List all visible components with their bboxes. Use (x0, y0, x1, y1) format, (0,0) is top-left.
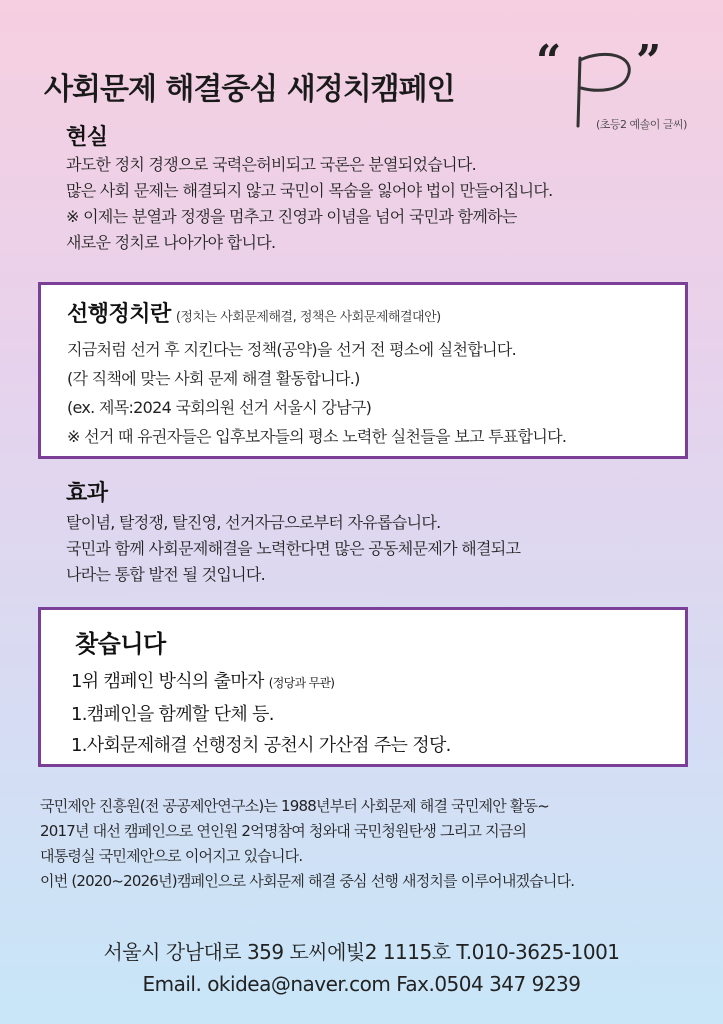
reality-line: 많은 사회 문제는 해결되지 않고 국민이 목숨을 잃어야 법이 만들어집니다. (66, 181, 553, 200)
reality-line: 새로운 정치로 나아가야 합니다. (66, 233, 276, 252)
footer-line: 대통령실 국민제안으로 이어지고 있습니다. (40, 847, 303, 865)
reality-heading: 현실 (66, 125, 108, 150)
reality-line: 과도한 정치 경쟁으로 국력은허비되고 국론은 분열되었습니다. (66, 155, 476, 174)
effect-heading: 효과 (66, 481, 108, 506)
preemptive-heading: 선행정치란 (67, 302, 171, 327)
contact-email-fax: Email. okidea@naver.com Fax.0504 347 9239 (142, 972, 581, 996)
seeking-item-note: (정당과 무관) (268, 676, 335, 690)
effect-body (66, 510, 520, 588)
seeking-item (71, 666, 451, 699)
contact-address: 서울시 강남대로 359 도씨에빛2 1115호 T.010-3625-1001 (103, 940, 620, 964)
reality-body (66, 152, 553, 256)
preemptive-line: (ex. 제목:2024 국회의원 선거 서울시 강남구) (67, 398, 372, 417)
effect-line: 국민과 함께 사회문제해결을 노력한다면 많은 공동체문제가 해결되고 (66, 539, 521, 558)
footer-line: 2017년 대선 캠페인으로 연인원 2억명참여 청와대 국민청원탄생 그리고 지금의 (40, 822, 527, 840)
footer-line: 국민제안 진흥원(전 공공제안연구소)는 1988년부터 사회문제 해결 국민제안 활동~ (40, 797, 550, 815)
preemptive-line: (각 직책에 맞는 사회 문제 해결 활동합니다.) (67, 369, 360, 388)
reality-line: ※ 이제는 분열과 정쟁을 멈추고 진영과 이념을 넘어 국민과 함께하는 (66, 207, 517, 226)
page-title: 사회문제 해결중심 새정치캠페인 (44, 72, 455, 107)
logo-caption: (초등2 예솔이 글씨) (596, 118, 687, 131)
effect-line: 탈이념, 탈정쟁, 탈진영, 선거자금으로부터 자유롭습니다. (66, 513, 441, 532)
seeking-heading: 찾습니다 (75, 630, 166, 658)
effect-line: 나라는 통합 발전 될 것입니다. (66, 565, 266, 584)
svg-text:“: “ (536, 38, 562, 87)
preemptive-politics-box (38, 282, 688, 459)
seeking-item-text: 1위 캠페인 방식의 출마자 (71, 671, 264, 692)
seeking-box (38, 607, 688, 767)
seeking-item: 1.캠페인을 함께할 단체 등. (71, 704, 274, 725)
preemptive-line: ※ 선거 때 유권자들은 입후보자들의 평소 노력한 실천들을 보고 투표합니다. (67, 427, 567, 446)
footer-line: 이번 (2020~2026년)캠페인으로 사회문제 해결 중심 선행 새정치를 이루어내겠습니다. (40, 872, 575, 890)
preemptive-subheading: (정치는 사회문제해결, 정책은 사회문제해결대안) (175, 310, 441, 325)
seeking-item: 1.사회문제해결 선행정치 공천시 가산점 주는 정당. (71, 735, 451, 756)
svg-text:”: ” (636, 38, 662, 87)
preemptive-line: 지금처럼 선거 후 지킨다는 정책(공약)을 선거 전 평소에 실천합니다. (67, 340, 516, 359)
preemptive-body (67, 335, 566, 451)
organization-description (40, 794, 574, 894)
seeking-list (71, 666, 451, 761)
